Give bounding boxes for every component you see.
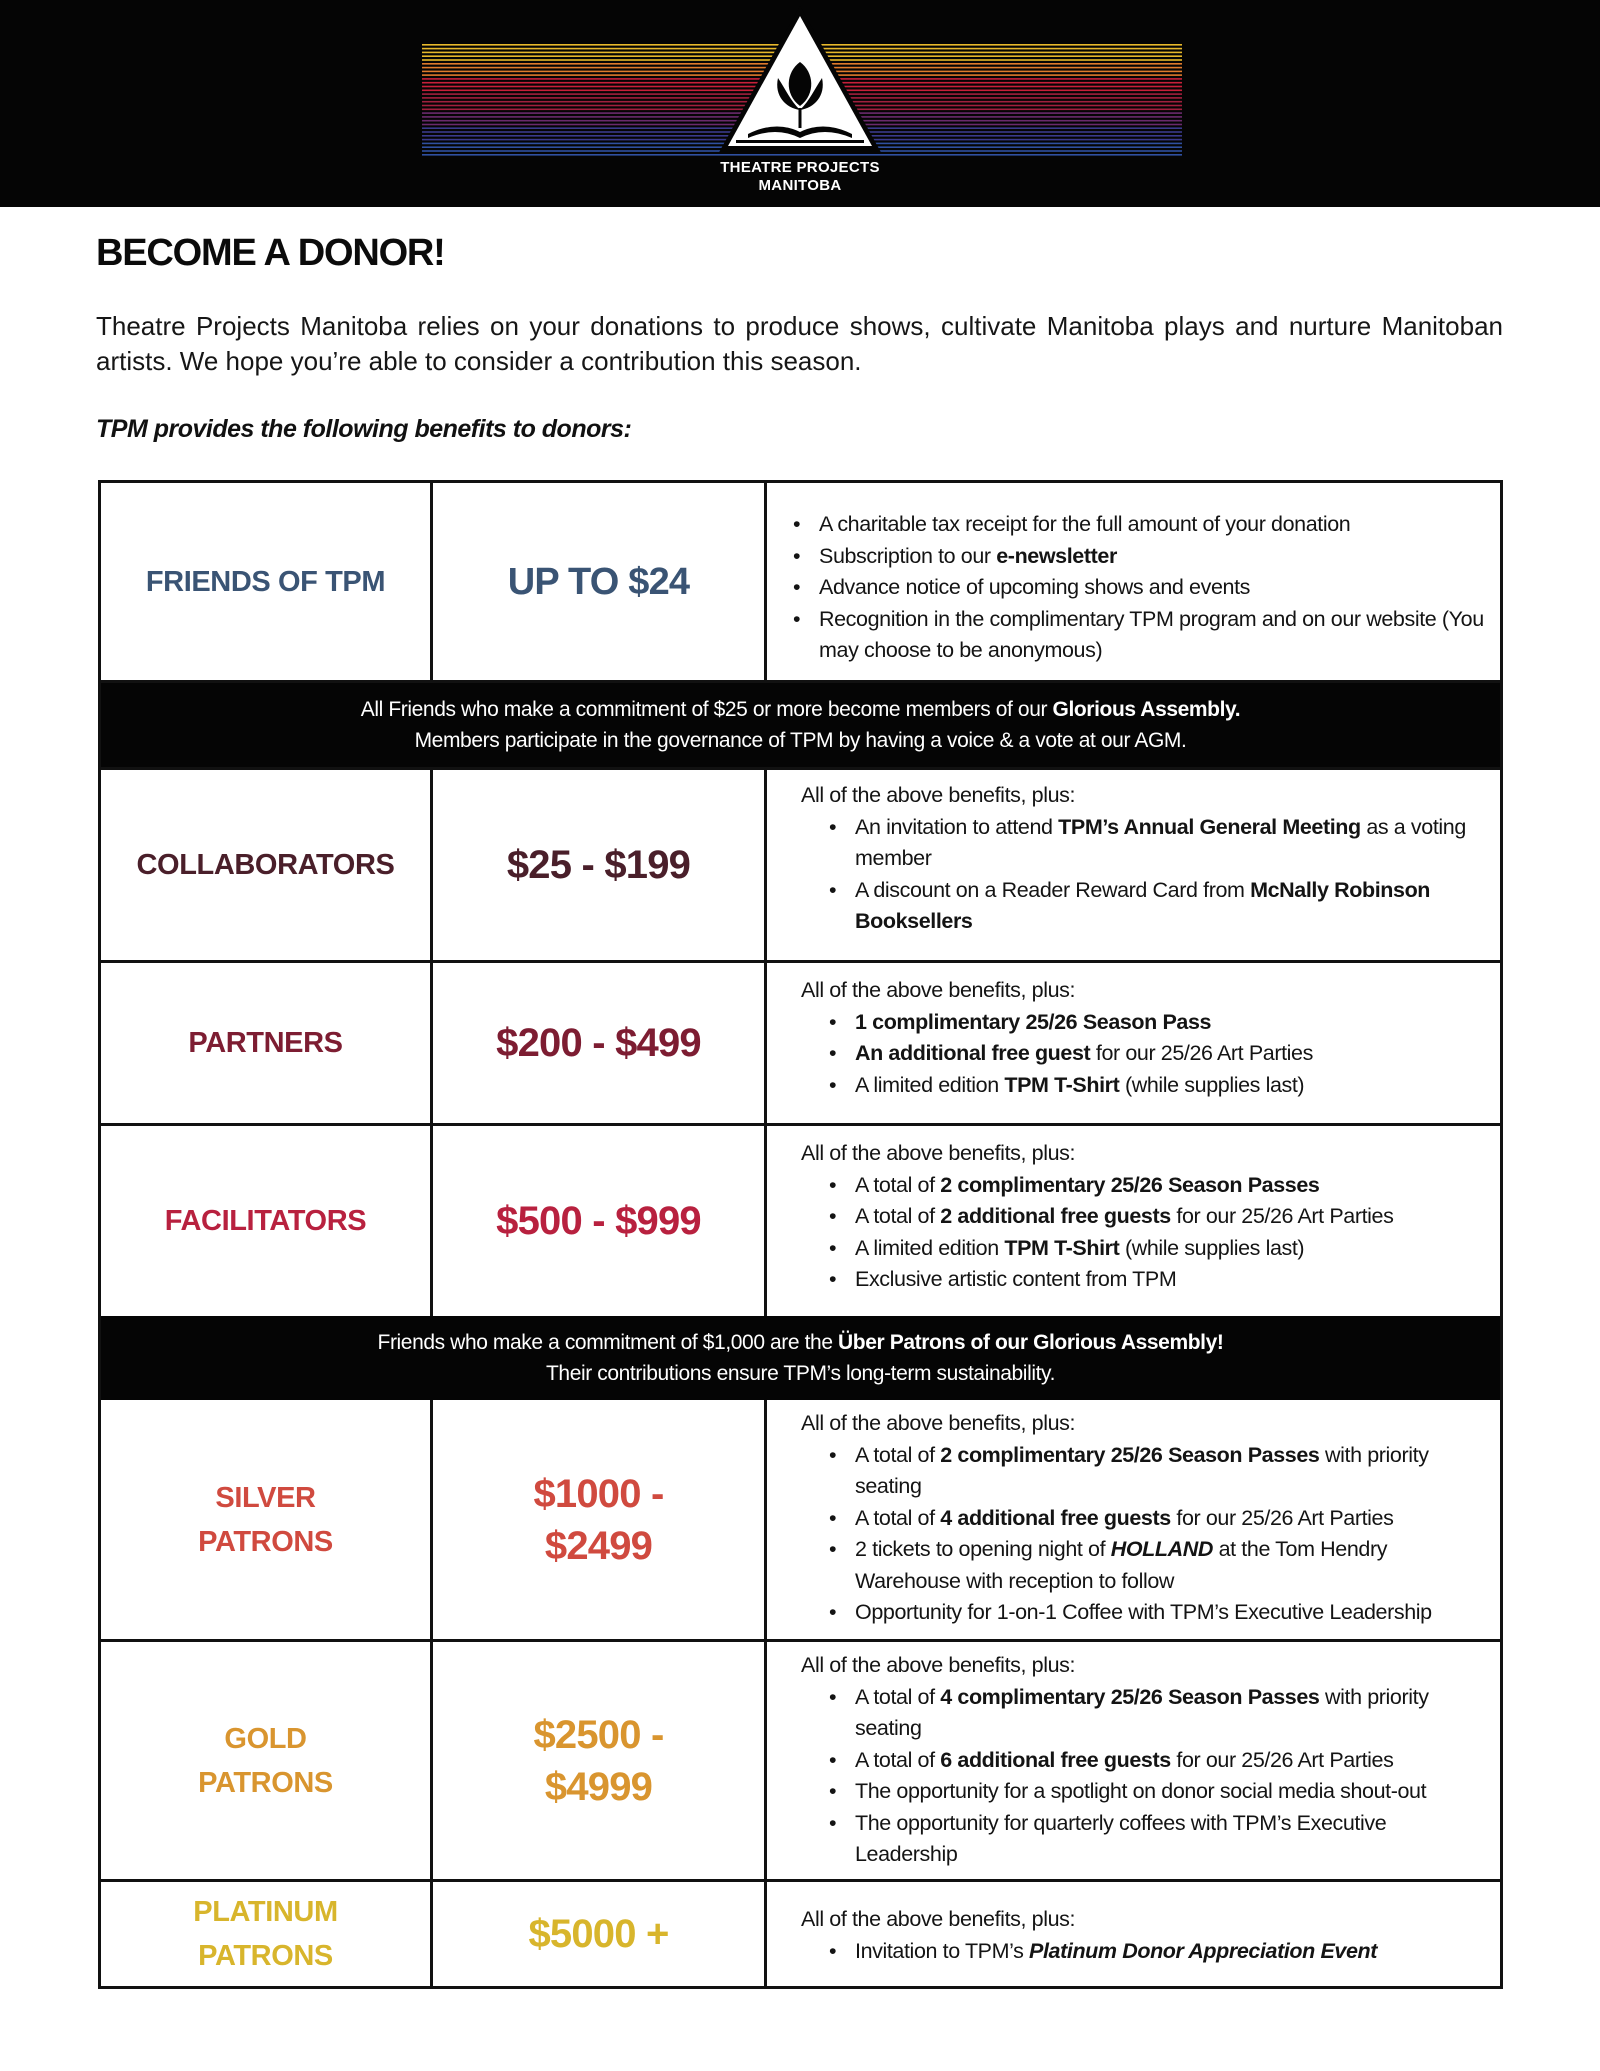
tier-name: FACILITATORS <box>101 1126 433 1316</box>
logo-text-line2: MANITOBA <box>758 177 842 194</box>
band-line: Members participate in the governance of TPM by having a voice & a vote at our AGM. <box>414 729 1187 752</box>
benefits-heading: TPM provides the following benefits to donors: <box>96 415 632 443</box>
benefit-list <box>801 1440 1486 1629</box>
benefit-item: • A limited edition TPM T-Shirt (while supplies last) <box>827 1233 1486 1265</box>
benefit-item: • Subscription to our e-newsletter <box>791 541 1486 573</box>
benefit-item: • The opportunity for quarterly coffees with TPM’s Executive Leadership <box>827 1808 1486 1871</box>
tier-row-gold-patrons <box>101 1642 1500 1882</box>
tier-name: FRIENDS OF TPM <box>101 483 433 680</box>
benefit-item: • 2 tickets to opening night of HOLLAND at the Tom Hendry Warehouse with reception to follow <box>827 1534 1486 1597</box>
logo-stripe <box>422 154 1182 156</box>
benefit-list <box>801 1170 1486 1296</box>
tier-amount: $1000 - $2499 <box>433 1400 767 1639</box>
benefit-item: • A total of 2 complimentary 25/26 Season Passes with priority seating <box>827 1440 1486 1503</box>
benefit-item: • A total of 2 additional free guests for our 25/26 Art Parties <box>827 1201 1486 1233</box>
tier-amount: UP TO $24 <box>433 483 767 680</box>
benefits-lead: All of the above benefits, plus: <box>801 1907 1076 1931</box>
tier-amount: $500 - $999 <box>433 1126 767 1316</box>
benefits-lead: All of the above benefits, plus: <box>801 1141 1076 1165</box>
benefit-list <box>801 812 1486 938</box>
tier-row-silver-patrons <box>101 1400 1500 1642</box>
tier-benefits <box>767 770 1500 960</box>
benefit-item: • Advance notice of upcoming shows and events <box>791 572 1486 604</box>
benefit-item: • 1 complimentary 25/26 Season Pass <box>827 1007 1486 1039</box>
logo-text-line1: THEATRE PROJECTS <box>720 159 880 176</box>
benefit-item: • A limited edition TPM T-Shirt (while supplies last) <box>827 1070 1486 1102</box>
benefit-list <box>791 509 1486 667</box>
benefit-item: • Invitation to TPM’s Platinum Donor Appreciation Event <box>827 1936 1486 1968</box>
assembly-notice-band <box>101 683 1500 767</box>
benefits-lead: All of the above benefits, plus: <box>801 1653 1076 1677</box>
tier-name: PLATINUM PATRONS <box>101 1882 433 1986</box>
tier-benefits <box>767 483 1500 680</box>
tier-name: GOLD PATRONS <box>101 1642 433 1879</box>
band-line: Friends who make a commitment of $1,000 are the Über Patrons of our Glorious Assembly! <box>377 1331 1224 1354</box>
benefit-item: • A total of 2 complimentary 25/26 Season Passes <box>827 1170 1486 1202</box>
header-banner <box>0 0 1600 207</box>
tier-row-platinum-patrons <box>101 1882 1500 1986</box>
tier-benefits <box>767 1642 1500 1879</box>
band-line: Their contributions ensure TPM’s long-term sustainability. <box>545 1362 1056 1385</box>
benefit-list <box>801 1682 1486 1871</box>
tier-benefits <box>767 963 1500 1123</box>
benefit-item: • A total of 4 additional free guests for our 25/26 Art Parties <box>827 1503 1486 1535</box>
tier-row-partners <box>101 963 1500 1126</box>
page-title: BECOME A DONOR! <box>96 232 445 274</box>
tier-benefits <box>767 1882 1500 1986</box>
benefits-lead: All of the above benefits, plus: <box>801 1411 1076 1435</box>
tier-name: SILVER PATRONS <box>101 1400 433 1639</box>
benefit-item: • The opportunity for a spotlight on donor social media shout-out <box>827 1776 1486 1808</box>
benefit-item: • An invitation to attend TPM’s Annual General Meeting as a voting member <box>827 812 1486 875</box>
donor-benefits-table <box>98 480 1503 1989</box>
benefit-item: • A discount on a Reader Reward Card from McNally Robinson Booksellers <box>827 875 1486 938</box>
triangle-book-flower-icon <box>726 14 874 148</box>
tier-amount: $200 - $499 <box>433 963 767 1123</box>
tier-amount: $2500 - $4999 <box>433 1642 767 1879</box>
tier-name: COLLABORATORS <box>101 770 433 960</box>
tier-row-collaborators <box>101 767 1500 963</box>
benefits-lead: All of the above benefits, plus: <box>801 783 1076 807</box>
band-line: All Friends who make a commitment of $25 or more become members of our Glorious Assembly. <box>360 698 1241 721</box>
tier-benefits <box>767 1400 1500 1639</box>
benefit-item: • Recognition in the complimentary TPM program and on our website (You may choose to be anonymous) <box>791 604 1486 667</box>
benefit-item: • Exclusive artistic content from TPM <box>827 1264 1486 1296</box>
benefit-item: • An additional free guest for our 25/26 Art Parties <box>827 1038 1486 1070</box>
benefit-item: • A total of 6 additional free guests for our 25/26 Art Parties <box>827 1745 1486 1777</box>
tier-row-facilitators <box>101 1126 1500 1316</box>
tier-amount: $25 - $199 <box>433 770 767 960</box>
intro-paragraph: Theatre Projects Manitoba relies on your donations to produce shows, cultivate Manitoba plays and nurture Manitoban artists. We hope you’re able to consider a contribution this season. <box>96 311 1503 376</box>
tier-row-friends <box>101 483 1500 683</box>
benefit-list <box>801 1007 1486 1102</box>
benefit-item: • Opportunity for 1-on-1 Coffee with TPM’s Executive Leadership <box>827 1597 1486 1629</box>
benefit-item: • A charitable tax receipt for the full amount of your donation <box>791 509 1486 541</box>
tier-amount: $5000 + <box>433 1882 767 1986</box>
benefits-lead: All of the above benefits, plus: <box>801 978 1076 1002</box>
uber-patrons-notice-band <box>101 1316 1500 1400</box>
benefit-list <box>801 1936 1486 1968</box>
tier-benefits <box>767 1126 1500 1316</box>
tier-name: PARTNERS <box>101 963 433 1123</box>
benefit-item: • A total of 4 complimentary 25/26 Season Passes with priority seating <box>827 1682 1486 1745</box>
